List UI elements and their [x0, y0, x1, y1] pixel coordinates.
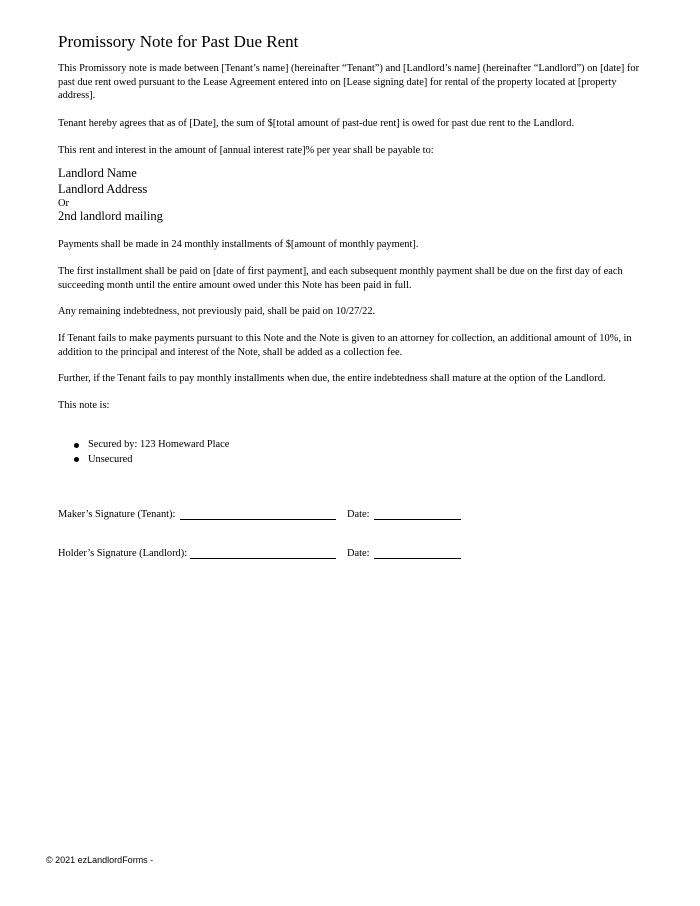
note-option-unsecured: Unsecured [58, 453, 229, 468]
holder-signature-label: Holder’s Signature (Landlord): [58, 548, 188, 559]
footer-copyright: © 2021 ezLandlordForms - [46, 855, 154, 865]
interest-paragraph: This rent and interest in the amount of [annual interest rate]% per year shall be payable to: [58, 145, 434, 156]
payee-or: Or [58, 198, 69, 209]
maker-signature-label: Maker’s Signature (Tenant): [58, 509, 176, 520]
note-is-paragraph: This note is: [58, 400, 110, 411]
maker-signature-row [58, 509, 370, 520]
payee-name: Landlord Name [58, 166, 137, 180]
note-options-list [58, 438, 229, 467]
collection-paragraph: If Tenant fails to make payments pursuant to this Note and the Note is given to an attorney for collection, an additional amount of 10%, in addition to the principal and interest of the Note, shall be added as a collection fee. [58, 333, 632, 358]
holder-signature-row [58, 548, 370, 559]
holder-date-label: Date: [347, 548, 370, 559]
payee-alternate-address: 2nd landlord mailing [58, 209, 163, 223]
agreement-paragraph: Tenant hereby agrees that as of [Date], the sum of $[total amount of past-due rent] is owed for past due rent to the Landlord. [58, 118, 575, 129]
maker-signature-line[interactable] [180, 519, 336, 520]
maturity-paragraph: Further, if the Tenant fails to pay monthly installments when due, the entire indebtedness shall mature at the option of the Landlord. [58, 373, 606, 384]
payee-address: Landlord Address [58, 182, 148, 196]
holder-date-line[interactable] [374, 558, 461, 559]
document-title: Promissory Note for Past Due Rent [58, 32, 299, 51]
first-installment-paragraph: The first installment shall be paid on [date of first payment], and each subsequent monthly payment shall be due on the first day of each succeeding month until the entire amount owed under this Note has been paid in full. [58, 266, 623, 291]
maker-date-label: Date: [347, 509, 370, 520]
note-option-secured: Secured by: 123 Homeward Place [58, 438, 229, 453]
remaining-paragraph: Any remaining indebtedness, not previously paid, shall be paid on 10/27/22. [58, 306, 376, 317]
payments-paragraph: Payments shall be made in 24 monthly installments of $[amount of monthly payment]. [58, 239, 419, 250]
maker-date-line[interactable] [374, 519, 461, 520]
intro-paragraph: This Promissory note is made between [Tenant’s name] (hereinafter “Tenant”) and [Landlord’s name] (hereinafter “Landlord”) on [date] for past due rent owed pursuant to the Lease Agreement entered into on [Lease signing date] for rental of the property located at [property address]. [58, 63, 640, 101]
holder-signature-line[interactable] [190, 558, 336, 559]
